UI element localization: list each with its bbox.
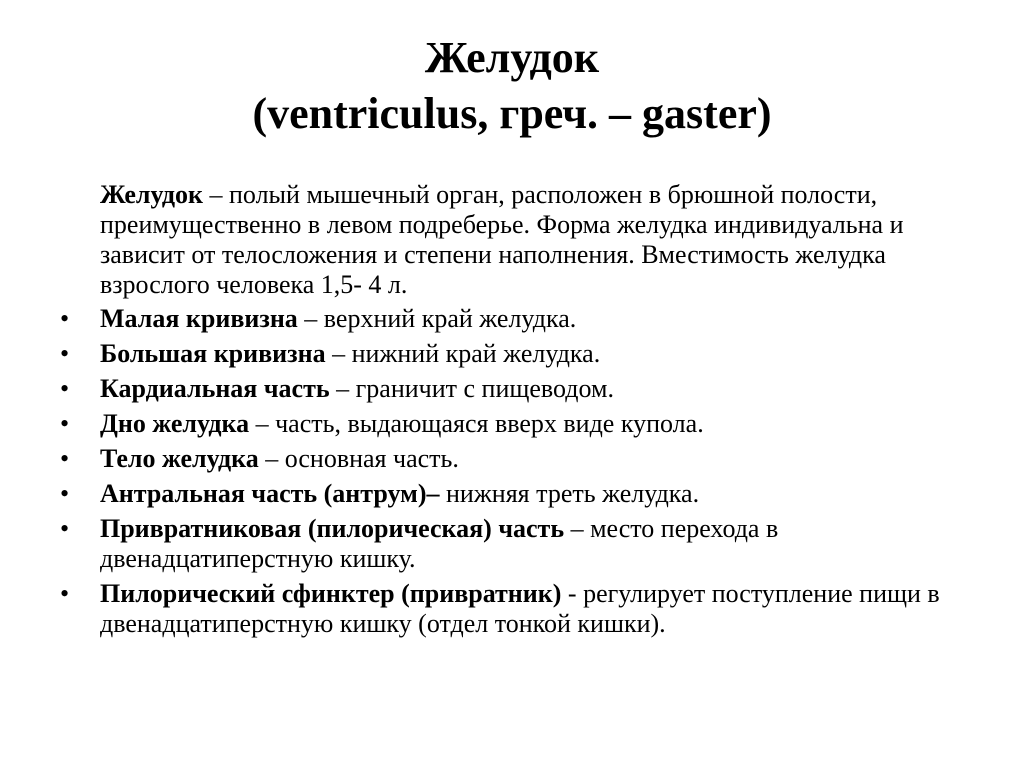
bullet-icon: •: [60, 579, 70, 608]
bullet-icon: •: [60, 479, 70, 508]
item-term: Дно желудка: [100, 409, 250, 438]
item-term: Тело желудка: [100, 444, 259, 473]
list-item: [58, 479, 978, 509]
intro-text: – полый мышечный орган, расположен в брюшной полости, преимущественно в левом подреберье. Форма желудка индивидуальна и зависит от телосложения и степени наполнения. Вместимость желудка взрослого человека 1,5- 4 л.: [100, 180, 904, 299]
title-line-2: (ventriculus, греч. – gaster): [252, 89, 772, 138]
list-item: [58, 409, 978, 439]
list-item: [58, 444, 978, 474]
item-term: Малая кривизна: [100, 304, 298, 333]
item-term: Кардиальная часть: [100, 374, 330, 403]
item-text: нижняя треть желудка.: [439, 479, 700, 508]
item-text: - регулирует поступление пищи в двенадцатиперстную кишку (отдел тонкой кишки).: [100, 579, 940, 638]
list-item: [58, 339, 978, 369]
slide-title: [0, 30, 1024, 142]
item-text: – основная часть.: [258, 444, 459, 473]
bullet-icon: •: [60, 304, 70, 333]
bullet-icon: •: [60, 339, 70, 368]
item-text: – граничит с пищеводом.: [329, 374, 614, 403]
bullet-list: [58, 304, 978, 639]
slide-body: [58, 180, 978, 644]
item-term: Большая кривизна: [100, 339, 326, 368]
item-text: – нижний край желудка.: [325, 339, 601, 368]
item-term: Привратниковая (пилорическая) часть: [100, 514, 565, 543]
intro-paragraph: [58, 180, 978, 300]
list-item: [58, 304, 978, 334]
bullet-icon: •: [60, 444, 70, 473]
bullet-icon: •: [60, 409, 70, 438]
list-item: [58, 374, 978, 404]
item-term: Антральная часть (антрум)–: [100, 479, 440, 508]
title-line-1: Желудок: [424, 33, 600, 82]
item-text: – место перехода в двенадцатиперстную кишку.: [100, 514, 779, 573]
bullet-icon: •: [60, 514, 70, 543]
item-text: – часть, выдающаяся вверх виде купола.: [249, 409, 704, 438]
item-term: Пилорический сфинктер (привратник): [100, 579, 562, 608]
list-item: [58, 514, 978, 574]
bullet-icon: •: [60, 374, 70, 403]
item-text: – верхний край желудка.: [297, 304, 577, 333]
intro-term: Желудок: [100, 180, 204, 209]
list-item: [58, 579, 978, 639]
